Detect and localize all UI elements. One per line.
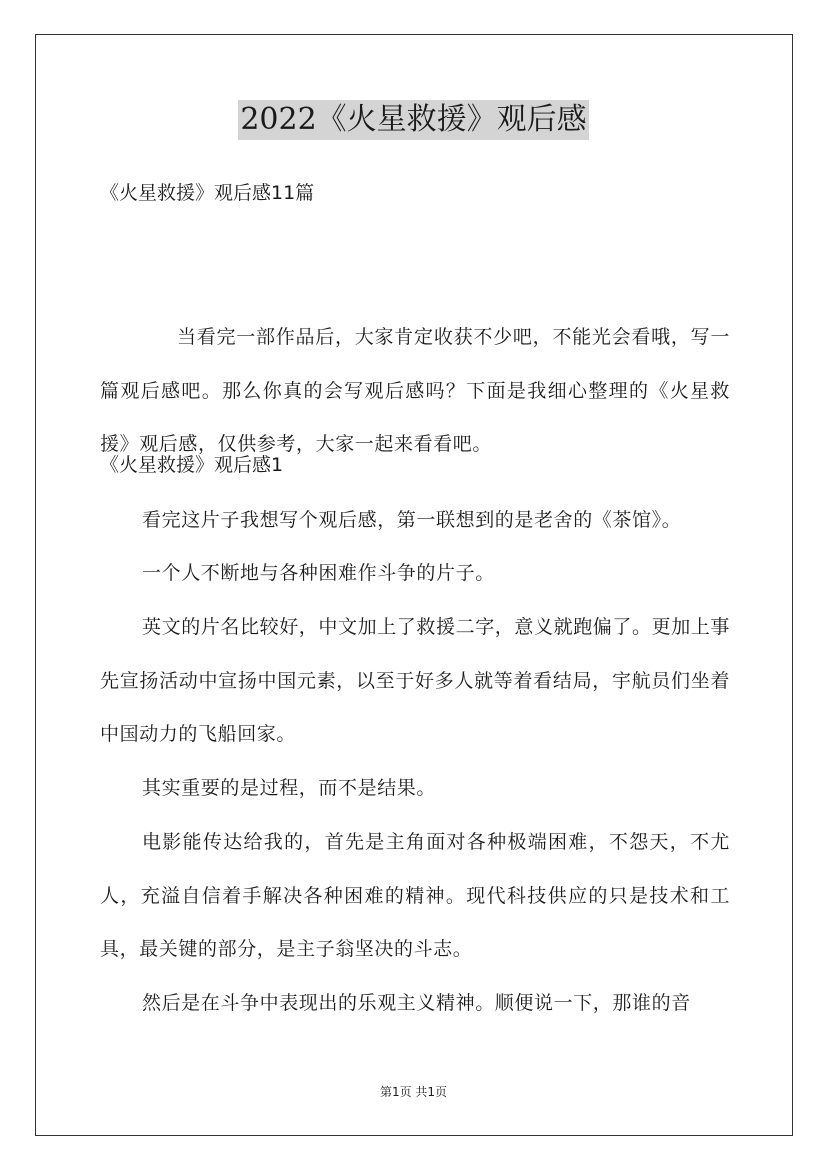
intro-paragraph: 当看完一部作品后，大家肯定收获不少吧，不能光会看哦，写一篇观后感吧。那么你真的会写观后感吗？下面是我细心整理的《火星救援》观后感，仅供参考，大家一起来看看吧。 [100,326,730,455]
title-text: 2022《火星救援》观后感 [238,100,588,140]
paragraph-4: 其实重要的是过程，而不是结果。 [142,777,437,799]
paragraph-1: 看完这片子我想写个观后感，第一联想到的是老舍的《茶馆》。 [142,509,682,531]
section-heading: 《火星救援》观后感1 [100,454,284,476]
document-title [0,100,827,140]
paragraph-6: 然后是在斗争中表现出的乐观主义精神。顺便说一下，那谁的音 [142,992,691,1014]
paragraph-3: 英文的片名比较好，中文加上了救援二字，意义就跑偏了。更加上事先宣扬活动中宣扬中国元素，以至于好多人就等着看结局，宇航员们坐着中国动力的飞船回家。 [100,616,731,745]
paragraph-2: 一个人不断地与各种困难作斗争的片子。 [142,562,495,584]
subtitle: 《火星救援》观后感11篇 [100,182,315,204]
page-footer: 第1页 共1页 [379,1085,448,1099]
paragraph-5: 电影能传达给我的，首先是主角面对各种极端困难，不怨天，不尤人，充溢自信着手解决各种困难的精神。现代科技供应的只是技术和工具，最关键的部分，是主子翁坚决的斗志。 [100,831,730,960]
